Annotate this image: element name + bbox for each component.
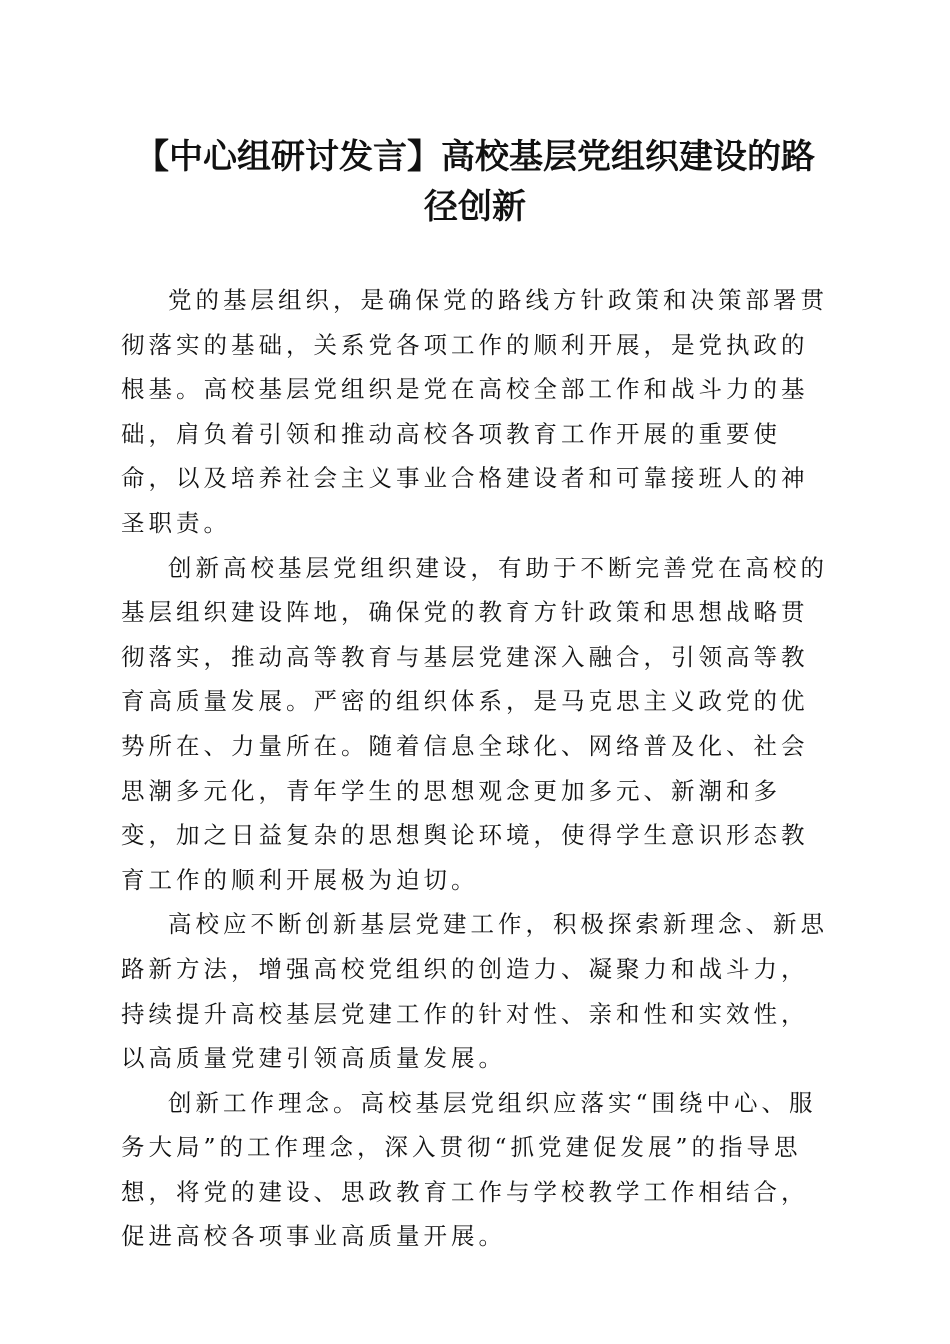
document-body [121, 278, 833, 1259]
document-title [110, 132, 840, 232]
title-line-2: 径创新 [424, 187, 526, 227]
paragraph-3: 高校应不断创新基层党建工作，积极探索新理念、新思路新方法，增强高校党组织的创造力、凝聚力和战斗力，持续提升高校基层党建工作的针对性、亲和性和实效性，以高质量党建引领高质量发展。 [121, 910, 828, 1073]
paragraph-2: 创新高校基层党组织建设，有助于不断完善党在高校的基层组织建设阵地，确保党的教育方针政策和思想战略贯彻落实，推动高等教育与基层党建深入融合，引领高等教育高质量发展。严密的组织体系，是马克思主义政党的优势所在、力量所在。随着信息全球化、网络普及化、社会思潮多元化，青年学生的思想观念更加多元、新潮和多变，加之日益复杂的思想舆论环境，使得学生意识形态教育工作的顺利开展极为迫切。 [121, 553, 828, 894]
paragraph-4: 创新工作理念。高校基层党组织应落实“围绕中心、服务大局”的工作理念，深入贯彻“抓党建促发展”的指导思想，将党的建设、思政教育工作与学校教学工作相结合，促进高校各项事业高质量开展。 [121, 1088, 817, 1251]
title-line-1: 【中心组研讨发言】高校基层党组织建设的路 [135, 137, 815, 177]
paragraph-1: 党的基层组织，是确保党的路线方针政策和决策部署贯彻落实的基础，关系党各项工作的顺利开展，是党执政的根基。高校基层党组织是党在高校全部工作和战斗力的基础，肩负着引领和推动高校各项教育工作开展的重要使命，以及培养社会主义事业合格建设者和可靠接班人的神圣职责。 [121, 286, 828, 537]
